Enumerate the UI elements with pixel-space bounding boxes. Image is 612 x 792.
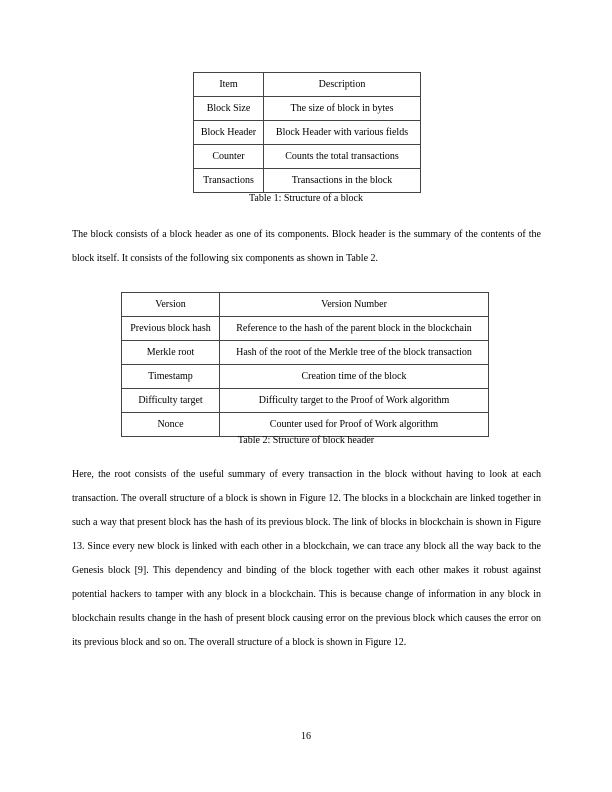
- table-cell: The size of block in bytes: [264, 97, 421, 121]
- table-row: [122, 365, 489, 389]
- table-cell: Nonce: [122, 413, 220, 437]
- table-cell: Transactions: [194, 169, 264, 193]
- table1-caption: Table 1: Structure of a block: [249, 193, 363, 204]
- table-cell: Reference to the hash of the parent block in the blockchain: [220, 317, 489, 341]
- table-cell: Counter: [194, 145, 264, 169]
- table-row: [122, 389, 489, 413]
- table-header-cell: Version: [122, 293, 220, 317]
- table-cell: Transactions in the block: [264, 169, 421, 193]
- table-cell: Merkle root: [122, 341, 220, 365]
- table-cell: Creation time of the block: [220, 365, 489, 389]
- table-row: [194, 169, 421, 193]
- table-row: [194, 121, 421, 145]
- table-header-row: [122, 293, 489, 317]
- table-row: [122, 341, 489, 365]
- table-header-cell: Description: [264, 73, 421, 97]
- table-row: [122, 413, 489, 437]
- table-header-cell: Item: [194, 73, 264, 97]
- body-paragraph-2: Here, the root consists of the useful summary of every transaction in the block without having to look at each transaction. The overall structure of a block is shown in Figure 12. The blocks in a blockchain are linked together in such a way that present block has the hash of its previous block. The link of blocks in blockchain is shown in Figure 13. Since every new block is linked with each other in a blockchain, we can trace any block all the way back to the Genesis block [9]. This dependency and binding of the block together with each other makes it robust against potential hackers to tamper with any block in a blockchain. This is because change of information in any block in blockchain results change in the hash of present block causing error on the previous block which causes the error on its previous block and so on. The overall structure of a block is shown in Figure 12.: [72, 469, 541, 648]
- block-structure-table: [193, 72, 421, 193]
- table-cell: Difficulty target to the Proof of Work algorithm: [220, 389, 489, 413]
- table-row: [122, 317, 489, 341]
- table-header-cell: Version Number: [220, 293, 489, 317]
- table2-caption: Table 2: Structure of block header: [237, 435, 375, 446]
- body-paragraph-1: The block consists of a block header as one of its components. Block header is the summary of the contents of the block itself. It consists of the following six components as shown in Table 2.: [72, 229, 541, 264]
- table-cell: Counts the total transactions: [264, 145, 421, 169]
- table-header-row: [194, 73, 421, 97]
- table-cell: Counter used for Proof of Work algorithm: [220, 413, 489, 437]
- table-cell: Block Header with various fields: [264, 121, 421, 145]
- table-cell: Previous block hash: [122, 317, 220, 341]
- table-cell: Hash of the root of the Merkle tree of the block transaction: [220, 341, 489, 365]
- table-cell: Timestamp: [122, 365, 220, 389]
- table-row: [194, 145, 421, 169]
- table-cell: Block Header: [194, 121, 264, 145]
- table-row: [194, 97, 421, 121]
- block-header-table: [121, 292, 489, 437]
- table-cell: Difficulty target: [122, 389, 220, 413]
- table-cell: Block Size: [194, 97, 264, 121]
- page-number: 16: [301, 731, 311, 742]
